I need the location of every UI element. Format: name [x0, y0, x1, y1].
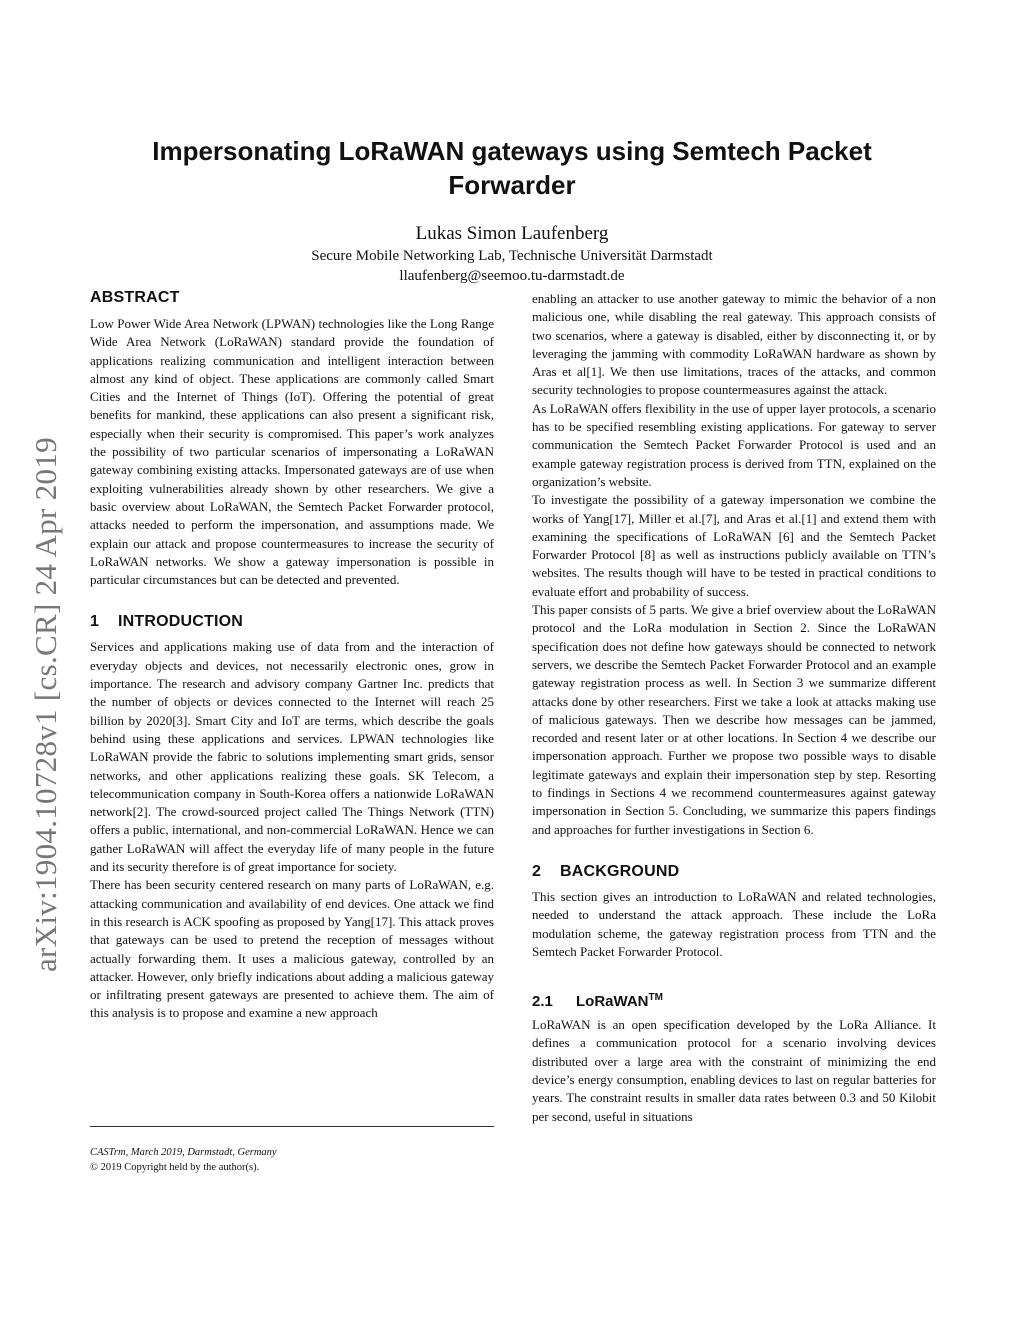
author-email: llaufenberg@seemoo.tu-darmstadt.de: [399, 268, 625, 284]
arxiv-id: arXiv:1904.10728v1 [cs.CR] 24 Apr 2019: [28, 437, 63, 972]
section-2-title: BACKGROUND: [560, 862, 680, 880]
intro-paragraph-4: As LoRaWAN offers flexibility in the use of upper layer protocols, a scenario has to be specified resembling existing applications. For gateway to server communication the Semtech Packet Forwarder Protocol is used and an example gateway registration process is derived from TTN, explained on the organization’s website.: [532, 400, 936, 489]
title-block: [110, 134, 914, 286]
lorawan-paragraph-1: LoRaWAN is an open specification developed by the LoRa Alliance. It defines a communication protocol for a scenario involving devices distributed over a large area with the constraint of minimizing the end device’s energy consumption, enabling devices to last on regular batteries for years. The constraint results in smaller data rates between 0.3 and 50 Kilobit per second, useful in situations: [532, 1017, 936, 1124]
arxiv-stamp: [28, 352, 68, 972]
section-2-number: 2: [532, 862, 542, 880]
trademark-mark: TM: [648, 992, 663, 1004]
section-2-heading: [532, 861, 936, 883]
abstract-heading: ABSTRACT: [90, 289, 180, 306]
footnote-venue: CASTrm, March 2019, Darmstadt, Germany: [90, 1147, 277, 1158]
paper-title: [110, 134, 914, 202]
intro-paragraph-3: enabling an attacker to use another gateway to mimic the behavior of a non malicious one, while disabling the real gateway. This approach consists of two scenarios, where a gateway is disabled, either by disconnecting it, or by leveraging the jamming with commodity LoRaWAN hardware as shown by Aras et al[1]. We then use limitations, traces of the attacks, and common security technologies to propose countermeasures against the attack.: [532, 291, 936, 398]
footnote-copyright: © 2019 Copyright held by the author(s).: [90, 1162, 260, 1173]
author-name: Lukas Simon Laufenberg: [415, 223, 609, 244]
title-line-2: Forwarder: [448, 170, 576, 200]
subsection-2-1-number: 2.1: [532, 993, 553, 1011]
intro-paragraph-2: There has been security centered research on many parts of LoRaWAN, e.g. attacking communication and availability of end devices. One attack we find in this research is ACK spoofing as proposed by Yang[17]. This attack proves that gateways can be used to pretend the reception of messages without actually forwarding them. It uses a malicious gateway, controlled by an attacker. However, only briefly indications about adding a malicious gateway or infiltrating present gateways are presented to achieve them. The aim of this analysis is to propose and examine a new approach: [90, 877, 494, 1021]
section-1-heading: [90, 611, 494, 633]
title-line-1: Impersonating LoRaWAN gateways using Semtech Packet: [152, 136, 872, 166]
section-1-number: 1: [90, 613, 100, 631]
intro-paragraph-6: This paper consists of 5 parts. We give a brief overview about the LoRaWAN protocol and the LoRa modulation in Section 2. Since the LoRaWAN specification does not define how gateways should be connected to network servers, we describe the Semtech Packet Forwarder Protocol and an example gateway registration process as well. In Section 3 we summarize different attacks done by other researchers. First we take a look at attacks making use of malicious gateways. Then we describe how messages can be jammed, recorded and resent later or at other locations. In Section 4 we describe our impersonation approach. Further we propose two possible ways to disable legitimate gateways and explain their impersonation step by step. Resorting to findings in Sections 4 we recommend countermeasures against gateway impersonation in Section 5. Concluding, we summarize this papers findings and approaches for further investigations in Section 6.: [532, 602, 936, 837]
intro-paragraph-1: Services and applications making use of data from and the interaction of everyday objects and devices, not necessarily electronic ones, grow in importance. The research and advisory company Gartner Inc. predicts that the number of objects or devices connected to the Internet will reach 25 billion by 2020[3]. Smart City and IoT are terms, which describe the goals behind using these applications and services. LPWAN technologies like LoRaWAN provide the fabric to solutions implementing smart grids, sensor networks, and other applications realizing these goals. SK Telecom, a telecommunication company in South-Korea offers a nationwide LoRaWAN network[2]. The crowd-sourced project called The Things Network (TTN) offers a public, international, and non-commercial LoRaWAN. Hence we can gather LoRaWAN will affect the everyday life of many people in the future and its security therefore is of great importance for society.: [90, 639, 494, 875]
intro-paragraph-5: To investigate the possibility of a gateway impersonation we combine the works of Yang[17], Miller et al.[7], and Aras et al.[1] and extend them with examining the specifications of LoRaWAN [6] and the Semtech Packet Forwarder Protocol [8] as well as instructions publicly available on TTN’s websites. The results though will have to be tested in practical conditions to evaluate effort and probability of success.: [532, 492, 936, 599]
subsection-2-1-title: LoRaWAN: [576, 993, 649, 1011]
footnote-divider: [90, 1126, 494, 1127]
right-column: [532, 290, 936, 1126]
abstract-text: Low Power Wide Area Network (LPWAN) technologies like the Long Range Wide Area Network (LoRaWAN) standard provide the foundation of applications realizing communication and intelligent interaction between almost any kind of object. These applications are commonly called Smart Cities and the Internet of Things (IoT). Offering the potential of great benefits for mankind, these applications can also present a significant risk, especially when their security is compromised. This paper’s work analyzes the possibility of two particular scenarios of impersonating a LoRaWAN gateway combining existing attacks. Impersonated gateways are of use when exploiting vulnerabilities already shown by other researchers. We give a basic overview about LoRaWAN, the Semtech Packet Forwarder protocol, attacks needed to perform the impersonation, and assumptions made. We explain our attack and propose countermeasures to increase the security of LoRaWAN networks. We show a gateway impersonation is possible in particular circumstances but can be detected and prevented.: [90, 316, 494, 588]
subsection-2-1-heading: [532, 987, 936, 1013]
footnote: [90, 1145, 494, 1175]
section-1-title: INTRODUCTION: [118, 613, 244, 631]
background-paragraph-1: This section gives an introduction to LoRaWAN and related technologies, needed to understand the attack approach. These include the LoRa modulation scheme, the gateway registration process from TTN and the Semtech Packet Forwarder Protocol.: [532, 888, 936, 959]
author-affiliation: Secure Mobile Networking Lab, Technische Universität Darmstadt: [311, 248, 713, 264]
left-column: [90, 287, 494, 1023]
